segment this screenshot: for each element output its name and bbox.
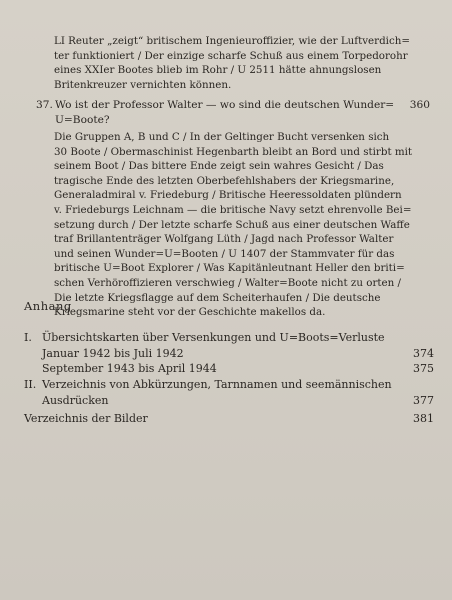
- toc-entry-maps: [24, 330, 434, 377]
- summary-line: und seinen Wunder=U=Booten / U 1407 der Stammvater für das: [54, 247, 395, 260]
- summary-line: traf Brillantenträger Wolfgang Lüth / Jagd nach Professor Walter: [54, 233, 394, 246]
- summary-line: tragische Ende des letzten Oberbefehlshabers der Kriegsmarine,: [54, 174, 395, 187]
- entry-number: I.: [24, 331, 32, 344]
- entry-number: II.: [24, 378, 37, 391]
- toc-entry-abbreviations: [24, 377, 434, 408]
- summary-line: Britenkreuzer vernichten können.: [54, 78, 232, 91]
- entry-title-line: Ausdrücken: [42, 393, 109, 407]
- chapter-page-number: 360: [409, 99, 430, 111]
- toc-entry-pictures: [24, 411, 434, 427]
- subentry-page-number: 375: [413, 362, 434, 375]
- summary-line: setzung durch / Der letzte scharfe Schuß aus einer deutschen Waffe: [54, 218, 410, 231]
- summary-line: Die letzte Kriegsflagge auf dem Scheiterhaufen / Die deutsche: [54, 291, 381, 304]
- summary-line: Kriegsmarine steht vor der Geschichte makellos da.: [54, 306, 326, 319]
- toc-subentry: [42, 361, 434, 377]
- chapter-title-line: Wo ist der Professor Walter — wo sind die deutschen Wunder=: [55, 99, 395, 111]
- summary-line: seinem Boot / Das bittere Ende zeigt sein wahres Gesicht / Das: [54, 160, 384, 173]
- summary-line: LI Reuter „zeigt“ britischem Ingenieuroffizier, wie der Luftverdich=: [54, 35, 410, 47]
- summary-line: schen Verhöroffizieren verschwieg / Walter=Boote nicht zu orten /: [54, 276, 401, 289]
- entry-page-number: 381: [413, 412, 434, 425]
- entry-title-continued: [42, 393, 434, 409]
- entry-title: Verzeichnis der Bilder: [24, 412, 148, 425]
- subentry-page-number: 374: [413, 346, 434, 360]
- summary-line: Die Gruppen A, B und C / In der Geltinger Bucht versenken sich: [54, 131, 390, 143]
- subentry-title: September 1943 bis April 1944: [42, 362, 217, 375]
- chapter-summary: [54, 130, 430, 320]
- appendix-heading: Anhang: [24, 299, 72, 313]
- toc-subentry: [42, 346, 434, 362]
- chapter-title-line: U=Boote?: [55, 114, 110, 126]
- summary-line: 30 Boote / Obermaschinist Hegenbarth bleibt an Bord und stirbt mit: [54, 145, 413, 158]
- summary-line: v. Friedeburgs Leichnam — die britische Navy setzt ehrenvolle Bei=: [54, 203, 412, 216]
- chapter-heading: [36, 98, 440, 128]
- chapter-number: 37.: [36, 99, 53, 111]
- chapter-title: [55, 98, 403, 128]
- summary-line: eines XXIer Bootes blieb im Rohr / U 2511 hätte ahnungslosen: [54, 64, 382, 77]
- previous-chapter-summary: [54, 34, 430, 92]
- subentry-title: Januar 1942 bis Juli 1942: [42, 346, 184, 360]
- entry-title: Übersichtskarten über Versenkungen und U=Boots=Verluste: [42, 331, 385, 344]
- summary-line: ter funktioniert / Der einzige scharfe Schuß aus einem Torpedorohr: [54, 49, 408, 62]
- summary-line: Generaladmiral v. Friedeburg / Britische Heeressoldaten plündern: [54, 189, 402, 202]
- entry-title: Verzeichnis von Abkürzungen, Tarnnamen und seemännischen: [42, 378, 392, 391]
- entry-page-number: 377: [413, 393, 434, 407]
- summary-line: britische U=Boot Explorer / Was Kapitänleutnant Heller den briti=: [54, 262, 405, 275]
